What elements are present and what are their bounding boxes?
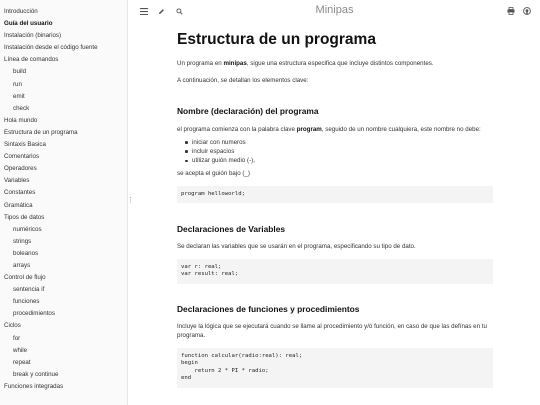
section-paragraph-functions: Incluye la lógica que se ejecutará cuando se llame al procedimiento y/ó función, en caso de que las defínas en tu programa. — [177, 322, 487, 340]
github-icon[interactable] — [521, 5, 533, 17]
intro-keyword: minipas — [223, 60, 247, 67]
sidebar-item-boleanos[interactable]: boleanos — [13, 249, 39, 257]
program-keyword: program — [296, 126, 322, 134]
intro-paragraph — [177, 59, 493, 69]
sidebar-item-check[interactable]: check — [13, 104, 30, 112]
sidebar-item-sintaxis-basica[interactable]: Sintaxis Basica — [4, 141, 46, 149]
list-item: incluir espacios — [185, 147, 493, 156]
sidebar-item-operadores[interactable]: Operadores — [4, 165, 37, 173]
sidebar-item-tipos-de-datos[interactable]: Tipos de datos — [4, 213, 45, 221]
intro-text-post: , sigue una estructura especifica que incluye distintos componentes. — [246, 60, 434, 67]
sidebar-item-introduccion[interactable]: Introducción — [4, 8, 38, 15]
code-block-program: program helloworld; — [177, 186, 493, 203]
sidebar-item-break-y-continue[interactable]: break y continue — [13, 370, 59, 378]
menu-icon[interactable] — [138, 5, 150, 17]
sidebar-item-procedimientos[interactable]: procedimientos — [13, 310, 55, 318]
sidebar-item-guia-del-usuario[interactable]: Guía del usuario — [4, 20, 53, 28]
section-heading-program-name: Nombre (declaración) del programa — [177, 106, 319, 117]
sidebar-item-for[interactable]: for — [13, 334, 21, 342]
sidebar-item-arrays[interactable]: arrays — [13, 261, 31, 269]
sidebar-item-sentencia-if[interactable]: sentencia if — [13, 286, 45, 294]
sidebar-item-linea-de-comandos[interactable]: Línea de comandos — [4, 56, 59, 64]
sidebar-item-emit[interactable]: emit — [13, 92, 25, 100]
section-paragraph-variables: Se declaran las variables que se usarán en el programa, especificando su tipo de dato. — [177, 243, 416, 251]
sidebar-item-build[interactable]: build — [13, 68, 27, 76]
top-bar — [129, 0, 540, 22]
page-title: Estructura de un programa — [177, 31, 376, 48]
sidebar-item-comentarios[interactable]: Comentarios — [4, 153, 40, 161]
list-item: utilizar guión medio (-), — [185, 156, 493, 165]
sidebar-item-instalacion-binarios[interactable]: Instalación (binarios) — [4, 32, 62, 40]
sidebar-item-funciones[interactable]: funciones — [13, 298, 40, 306]
sidebar-item-variables[interactable]: Variables — [4, 177, 30, 185]
sidebar-item-run[interactable]: run — [13, 80, 22, 88]
sidebar-item-instalacion-desde-el-codigo-fuente[interactable]: Instalación desde el código fuente — [4, 44, 98, 52]
naming-rules-list — [177, 138, 493, 166]
section-heading-variables: Declaraciones de Variables — [177, 224, 286, 235]
sidebar-resize-handle[interactable]: ⋮ — [127, 196, 134, 204]
sidebar-item-ciclos[interactable]: Ciclos — [4, 322, 21, 330]
sidebar-item-strings[interactable]: strings — [13, 237, 32, 245]
book-title: Minipas — [315, 4, 354, 16]
list-item: iniciar con numeros — [185, 138, 493, 147]
code-block-functions: function calcular(radio:real): real; begin return 2 * PI * radio; end — [177, 348, 493, 388]
sidebar-item-constantes[interactable]: Constantes — [4, 189, 36, 197]
print-icon[interactable] — [505, 5, 517, 17]
sidebar-item-numericos[interactable]: numéricos — [13, 225, 42, 233]
section-heading-functions: Declaraciones de funciones y procedimientos — [177, 303, 360, 314]
intro-text-pre: Un programa en — [177, 60, 224, 67]
search-icon[interactable] — [173, 5, 185, 17]
sidebar — [0, 0, 128, 405]
underscore-note: se acepta el guión bajo (_) — [177, 170, 250, 178]
sidebar-item-hola-mundo[interactable]: Hola mundo — [4, 116, 38, 124]
sidebar-item-funciones-integradas[interactable]: Funciones integradas — [4, 382, 64, 390]
intro-paragraph-2: A continuación, se detallan los elementos clave: — [177, 76, 309, 84]
code-block-variables: var r: real; var result: real; — [177, 259, 493, 284]
section-paragraph-program-name — [177, 125, 493, 135]
sidebar-item-while[interactable]: while — [13, 346, 28, 354]
section-text-pre: el programa comienza con la palabra clave — [177, 126, 297, 134]
main-content — [177, 30, 493, 388]
sidebar-item-gramatica[interactable]: Gramática — [4, 201, 33, 209]
section-text-post: , seguido de un nombre cualquiera, este nombre no debe: — [321, 126, 481, 134]
sidebar-item-control-de-flujo[interactable]: Control de flujo — [4, 274, 46, 282]
sidebar-item-estructura-de-un-programa[interactable]: Estructura de un programa — [4, 128, 78, 136]
sidebar-item-repeat[interactable]: repeat — [13, 358, 31, 366]
pencil-icon[interactable] — [155, 5, 167, 17]
